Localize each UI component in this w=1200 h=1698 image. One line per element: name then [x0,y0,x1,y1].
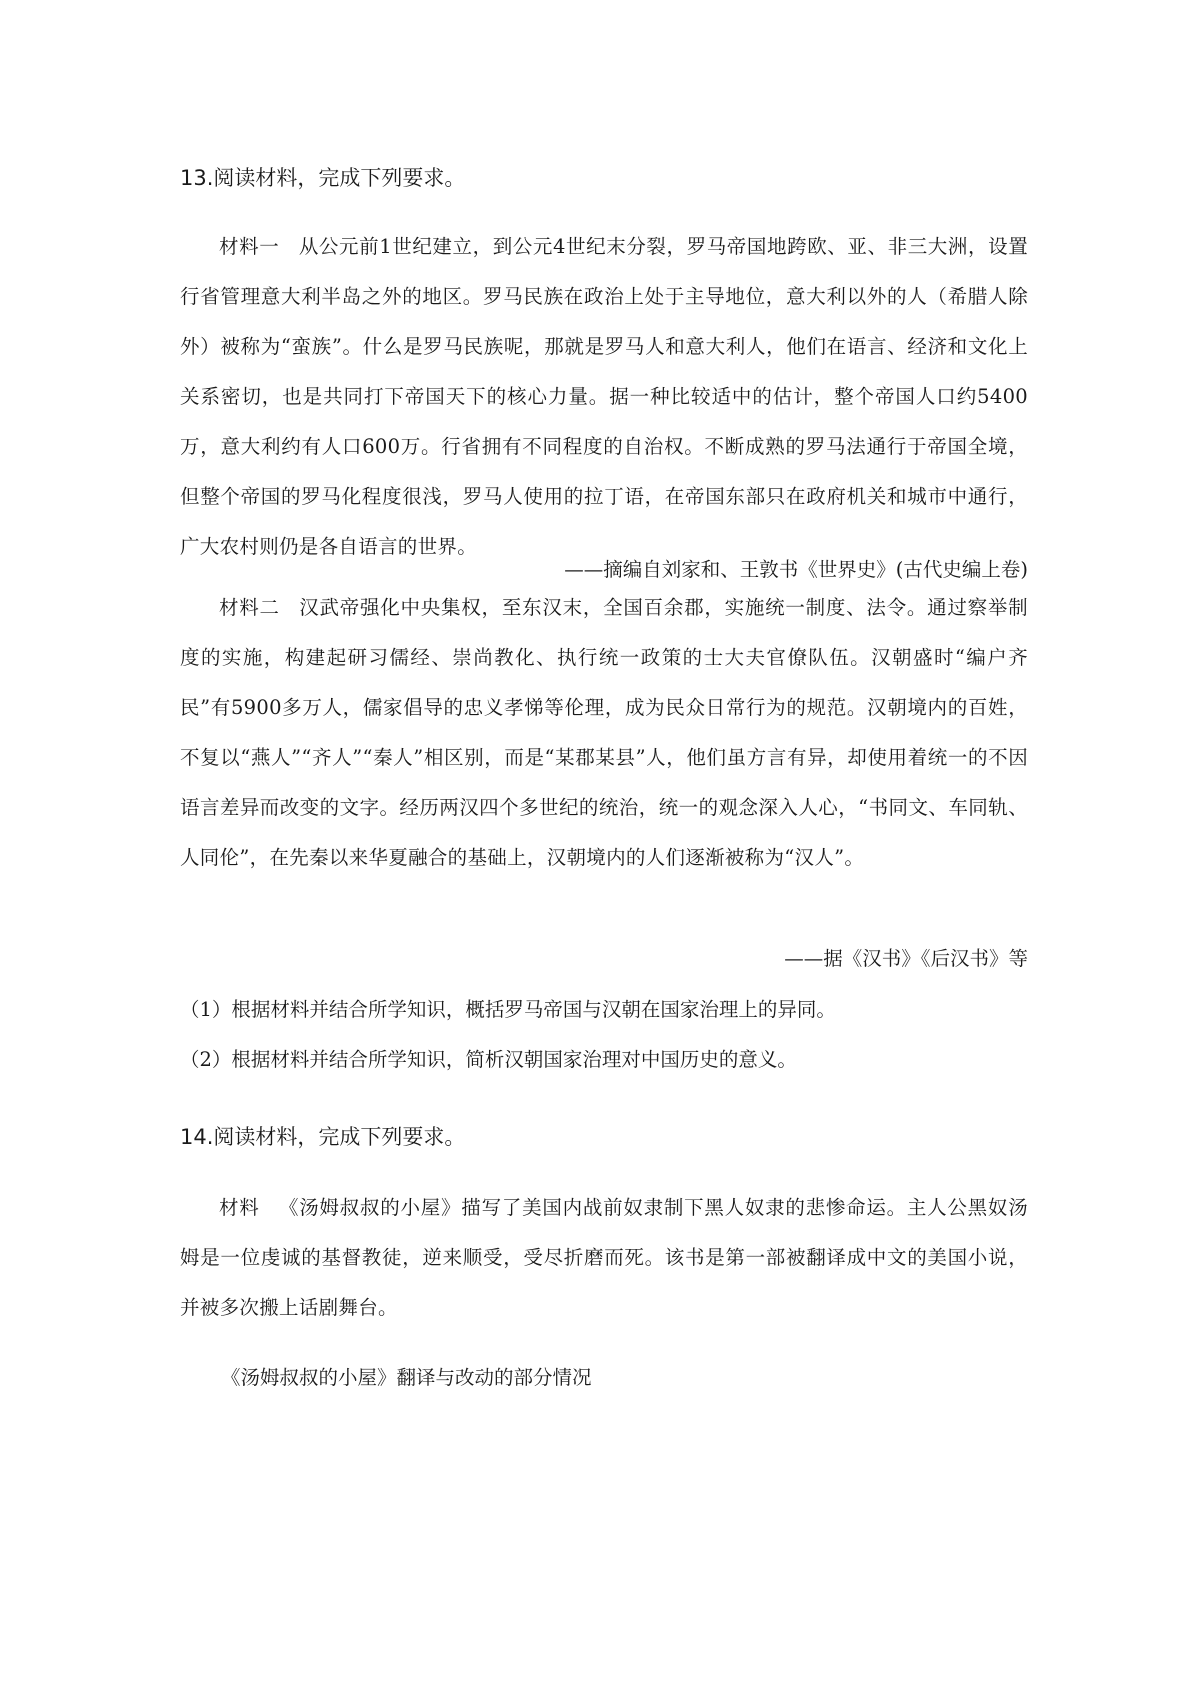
q14-material-text: 《汤姆叔叔的小屋》描写了美国内战前奴隶制下黑人奴隶的悲惨命运。主人公黑奴汤姆是一位虔诚的基督教徒，逆来顺受，受尽折磨而死。该书是第一部被翻译成中文的美国小说，并被多次搬上话剧舞台。 [180,1196,1028,1319]
material-1-label: 材料一 [219,235,280,258]
table-caption: 《汤姆叔叔的小屋》翻译与改动的部分情况 [221,1366,592,1389]
q14-material-paragraph [180,1183,1028,1333]
material-2-source: ——据《汉书》《后汉书》等 [784,947,1028,970]
material-2-paragraph [180,583,1028,883]
material-1-paragraph [180,222,1028,572]
question-14-title: 14.阅读材料，完成下列要求。 [180,1125,466,1149]
material-2-text: 汉武帝强化中央集权，至东汉末，全国百余郡，实施统一制度、法令。通过察举制度的实施，构建起研习儒经、崇尚教化、执行统一政策的士大夫官僚队伍。汉朝盛时“编户齐民”有5900多万人，儒家倡导的忠义孝悌等伦理，成为民众日常行为的规范。汉朝境内的百姓，不复以“燕人”“齐人”“秦人”相区别，而是“某郡某县”人，他们虽方言有异，却使用着统一的不因语言差异而改变的文字。经历两汉四个多世纪的统治，统一的观念深入人心，“书同文、车同轨、人同伦”，在先秦以来华夏融合的基础上，汉朝境内的人们逐渐被称为“汉人”。 [180,596,1028,869]
question-13-title: 13.阅读材料，完成下列要求。 [180,166,466,190]
requirement-2: （2）根据材料并结合所学知识，简析汉朝国家治理对中国历史的意义。 [180,1048,797,1071]
q14-material-label: 材料 [219,1196,260,1219]
material-1-source: ——摘编自刘家和、王敦书《世界史》(古代史编上卷) [564,558,1028,581]
material-1-text: 从公元前1世纪建立，到公元4世纪末分裂，罗马帝国地跨欧、亚、非三大洲，设置行省管理意大利半岛之外的地区。罗马民族在政治上处于主导地位，意大利以外的人（希腊人除外）被称为“蛮族”。什么是罗马民族呢，那就是罗马人和意大利人，他们在语言、经济和文化上关系密切，也是共同打下帝国天下的核心力量。据一种比较适中的估计，整个帝国人口约5400万，意大利约有人口600万。行省拥有不同程度的自治权。不断成熟的罗马法通行于帝国全境，但整个帝国的罗马化程度很浅，罗马人使用的拉丁语，在帝国东部只在政府机关和城市中通行，广大农村则仍是各自语言的世界。 [180,235,1028,558]
requirement-1: （1）根据材料并结合所学知识，概括罗马帝国与汉朝在国家治理上的异同。 [180,998,836,1021]
material-2-label: 材料二 [219,596,280,619]
